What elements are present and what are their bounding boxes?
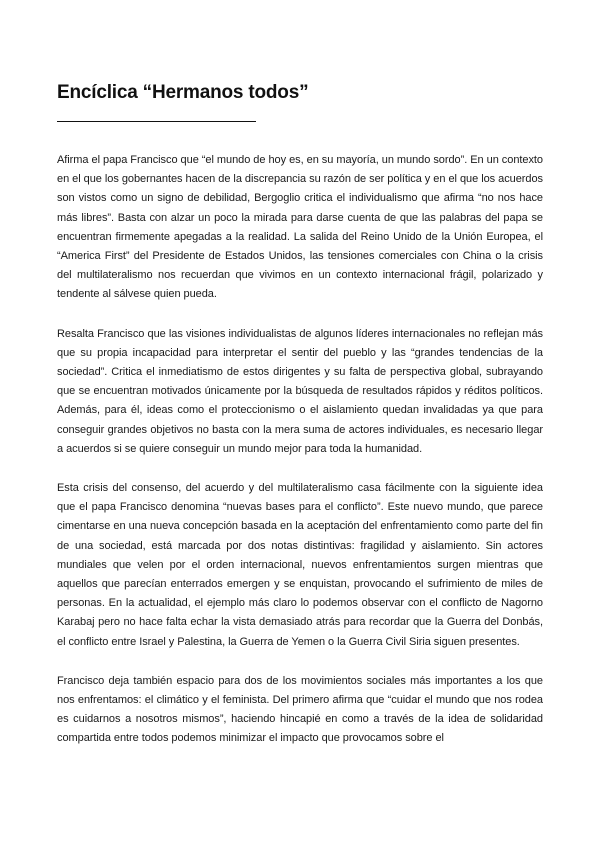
- title-underline: [57, 121, 256, 122]
- paragraph-1: Afirma el papa Francisco que “el mundo de hoy es, en su mayoría, un mundo sordo”. En un contexto en el que los gobernantes hacen de la discrepancia su razón de ser política y en el que los acuerdos son vistos como un signo de debilidad, Bergoglio critica el individualismo que afirma “no nos hace más libres”. Basta con alzar un poco la mirada para darse cuenta de que las palabras del papa se encuentran firmemente apegadas a la realidad. La salida del Reino Unido de la Unión Europea, el “America First” del Presidente de Estados Unidos, las tensiones comerciales con China o la crisis del multilateralismo nos recuerdan que vivimos en un contexto internacional frágil, polarizado y tendente al sálvese quien pueda.: [57, 154, 543, 301]
- paragraph-2: Resalta Francisco que las visiones individualistas de algunos líderes internacionales no reflejan más que su propia incapacidad para interpretar el sentir del pueblo y las “grandes tendencias de la sociedad”. Critica el inmediatismo de estos dirigentes y su falta de perspectiva global, subrayando que se encuentran motivados únicamente por la búsqueda de resultados rápidos y réditos políticos. Además, para él, ideas como el proteccionismo o el aislamiento quedan invalidadas ya que para conseguir grandes objetivos no basta con la mera suma de actores individuales, es necesario llegar a acuerdos si se quiere conseguir un mundo mejor para toda la humanidad.: [57, 327, 543, 455]
- document-title: Encíclica “Hermanos todos”: [57, 82, 309, 103]
- paragraph-4: Francisco deja también espacio para dos de los movimientos sociales más importantes a los que nos enfrentamos: el climático y el feminista. Del primero afirma que “cuidar el mundo que nos rodea es cuidarnos a nosotros mismos”, haciendo hincapié en como a través de la idea de solidaridad compartida entre todos podemos minimizar el impacto que provocamos sobre el: [57, 674, 543, 745]
- paragraph-3: Esta crisis del consenso, del acuerdo y del multilateralismo casa fácilmente con la siguiente idea que el papa Francisco denomina “nuevas bases para el conflicto”. Este nuevo mundo, que parece cimentarse en una nueva concepción basada en la aceptación del enfrentamiento como parte del fin de una sociedad, está marcada por dos notas distintivas: fragilidad y aislamiento. Sin actores mundiales que velen por el orden internacional, nuevos enfrentamientos surgen mientras que aquellos que parecían enterrados emergen y se enquistan, provocando el sufrimiento de miles de personas. En la actualidad, el ejemplo más claro lo podemos observar con el conflicto de Nagorno Karabaj pero no hace falta echar la vista demasiado atrás para recordar que la Guerra del Donbás, el conflicto entre Israel y Palestina, la Guerra de Yemen o la Guerra Civil Siria siguen presentes.: [57, 482, 543, 648]
- document-body: [57, 151, 543, 769]
